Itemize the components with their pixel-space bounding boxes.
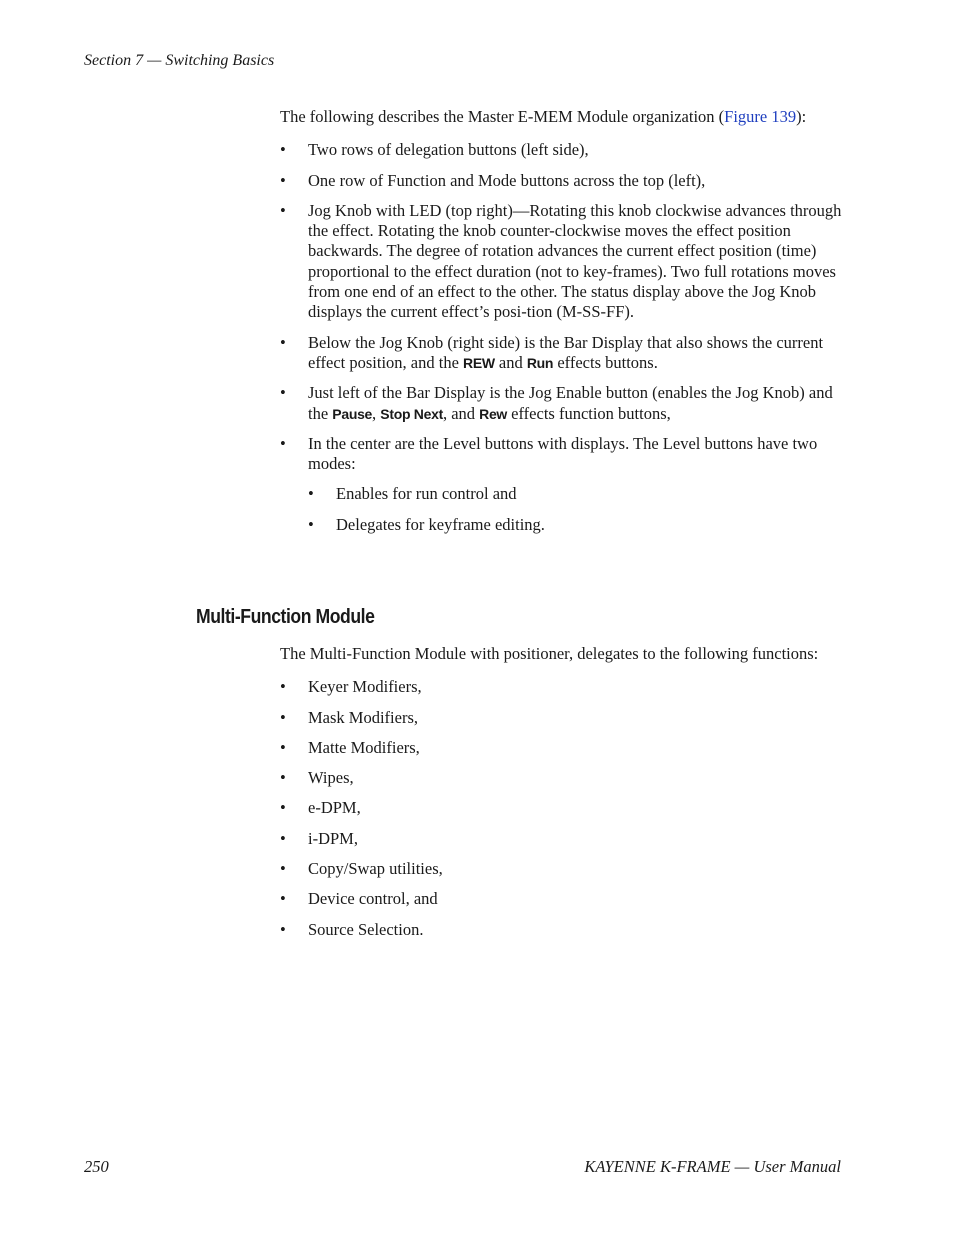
intro-paragraph <box>280 107 846 127</box>
intro-text-end: ): <box>796 107 807 126</box>
list-item: • Source Selection. <box>280 920 846 940</box>
list-item: • Wipes, <box>280 768 846 788</box>
list-item: • Two rows of delegation buttons (left side), <box>280 140 846 160</box>
pause-button-label: Pause <box>332 405 373 422</box>
list-item-text: and <box>494 352 527 372</box>
list-item: • Delegates for keyframe editing. <box>308 515 846 535</box>
manual-title: KAYENNE K-FRAME — User Manual <box>584 1157 841 1176</box>
list-item-text: In the center are the Level buttons with displays. The Level buttons have two modes: <box>308 433 818 474</box>
list-item: • Jog Knob with LED (top right)—Rotating this knob clockwise advances through the effect. Rotating the knob counter-clockwise moves the effect position backwards. The degree of rotation advances the current effect position (time) proportional to the effect duration (not to key-frames). Two full rotations moves from one end of an effect to the other. The status display above the Jog Knob displays the current effect’s posi-tion (M-SS-FF). <box>280 201 846 323</box>
intro-text: The following describes the Master E-MEM Module organization ( <box>280 107 725 126</box>
multi-function-intro: The Multi-Function Module with positioner, delegates to the following functions: <box>280 644 819 663</box>
running-header: Section 7 — Switching Basics <box>84 52 275 69</box>
multi-function-description <box>280 644 846 950</box>
list-item: • i-DPM, <box>280 829 846 849</box>
rew-button-label: Rew <box>479 405 508 422</box>
list-item <box>280 333 846 374</box>
list-item: • Enables for run control and <box>308 484 846 504</box>
list-item: • Copy/Swap utilities, <box>280 859 846 879</box>
list-item: • Matte Modifiers, <box>280 738 846 758</box>
stop-next-button-label: Stop Next <box>380 405 443 422</box>
emem-bullet-list <box>280 140 846 535</box>
list-item: • Keyer Modifiers, <box>280 677 846 697</box>
rew-button-label: REW <box>463 354 495 371</box>
list-item <box>280 383 846 424</box>
page-number: 250 <box>84 1157 109 1176</box>
list-item: • e-DPM, <box>280 798 846 818</box>
list-item-text: , and <box>442 403 480 423</box>
figure-link[interactable]: Figure 139 <box>724 107 797 126</box>
list-item-text: , <box>372 403 381 423</box>
list-item <box>280 434 846 535</box>
list-item-text: effects function buttons, <box>507 403 671 423</box>
list-item-text: Below the Jog Knob (right side) is the Bar Display that also shows the current effect position, and the <box>308 332 824 372</box>
list-item: • One row of Function and Mode buttons across the top (left), <box>280 171 846 191</box>
emem-description <box>280 107 846 545</box>
list-item: • Mask Modifiers, <box>280 708 846 728</box>
list-item: • Device control, and <box>280 889 846 909</box>
multi-function-list <box>280 677 846 940</box>
list-item-text: effects buttons. <box>553 352 658 372</box>
run-button-label: Run <box>526 354 554 371</box>
level-modes-list <box>308 484 846 535</box>
list-item-text: Just left of the Bar Display is the Jog Enable button (enables the Jog Knob) and the <box>308 383 833 423</box>
section-heading: Multi-Function Module <box>196 606 375 628</box>
